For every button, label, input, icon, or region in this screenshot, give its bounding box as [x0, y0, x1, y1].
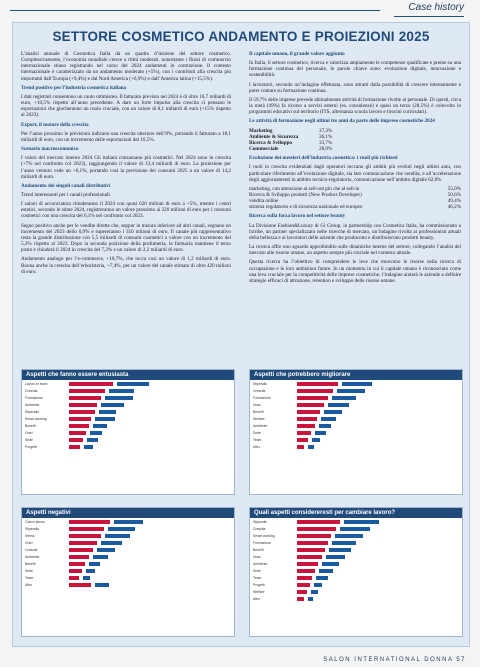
panel-title: Aspetti che fanno essere entusiasta	[22, 370, 234, 380]
bar-expert	[69, 541, 97, 545]
bar-label: Welfare	[253, 416, 265, 421]
kv-value: 46,2%	[447, 204, 461, 211]
bar-group	[69, 396, 231, 400]
roles-list	[249, 186, 461, 211]
paragraph: I dati registrati consentono un cauto ottimismo. Il fatturato previsto nel 2024 è di oltre 16,7 miliardi di euro, +10,5% rispetto all’anno precedente. A dare un forte impulso alla crescita ci pensano le esportazioni che giocheranno un ruolo cruciale, con un valore di 8,1 miliardi di euro (+15% rispetto al 2023).	[21, 93, 232, 119]
bar-junior	[95, 417, 115, 421]
bar-group	[297, 520, 459, 524]
bar-junior	[109, 389, 134, 393]
panel-title: Aspetti negativi	[22, 508, 234, 518]
kv-value: 33,7%	[319, 139, 333, 146]
bar-label: Orari	[25, 540, 33, 545]
bar-group	[297, 590, 459, 594]
bar-row	[22, 539, 234, 546]
bar-junior	[101, 541, 122, 545]
bar-junior	[101, 403, 124, 407]
bar-junior	[329, 548, 351, 552]
chart-panel	[249, 369, 463, 495]
bar-label: Stipendio	[253, 381, 268, 386]
bar-row	[250, 588, 462, 595]
bar-expert	[69, 438, 83, 442]
bar-junior	[89, 562, 100, 566]
bar-expert	[297, 583, 310, 587]
bar-row	[250, 401, 462, 408]
bar-label: Altro	[253, 596, 260, 601]
bar-junior	[114, 520, 143, 524]
paragraph: Questa ricerca ha l’obiettivo di comprendere le leve che muovono le risorse nella ricerca di occupazione e le loro ambizioni future. In un momento in cui il capitale umano è riconosciuto come una leva cruciale per la competitività delle imprese cosmetiche, l’indagine aiuterà le aziende a definire strategie efficaci di attrazione, retention e sviluppo delle risorse umane.	[249, 259, 461, 284]
paragraph: Segno positivo anche per le vendite dirette che, seppur in misura inferiore ad altri canali, segnano un incremento del 2023 dello 0,9% e supereranno i 350 milioni di euro. Il canale più rappresentativo resta la grande distribuzione con 5,5 miliardi di consumi cosmetici a valore con un incremento del 5,3% rispetto al 2023. Dopo la seconda posizione della profumeria, la farmacia mantiene il terzo posto e chiuderà il 2024 in crescita del 7,2% e un valore di 2,2 miliardi di euro.	[21, 222, 231, 254]
bar-row	[250, 394, 462, 401]
bar-label: Smart working	[25, 416, 47, 421]
subheading: Scenario macroeconomico	[21, 146, 79, 153]
bar-group	[69, 527, 231, 531]
bar-group	[69, 410, 231, 414]
bar-row	[250, 553, 462, 560]
bar-group	[297, 431, 459, 435]
bar-group	[69, 562, 231, 566]
bar-junior	[332, 396, 357, 400]
bar-expert	[297, 534, 331, 538]
bar-group	[69, 389, 231, 393]
bar-junior	[105, 534, 130, 538]
bar-row	[22, 546, 234, 553]
bar-expert	[297, 445, 304, 449]
kv-label: Commerciale	[249, 146, 279, 153]
bar-label: Team	[253, 437, 262, 442]
bar-row	[22, 581, 234, 588]
bar-label: Stipendio	[25, 409, 40, 414]
bar-group	[69, 576, 231, 580]
bar-expert	[69, 555, 89, 559]
bar-row	[250, 525, 462, 532]
paragraph: I lavoratori, secondo un’indagine effettuata, sono attratti dalla possibilità di crescere internamente e poter contare su formazione continua.	[249, 81, 461, 94]
bar-row	[250, 567, 462, 574]
bar-expert	[297, 569, 315, 573]
kv-value: 49,4%	[447, 198, 461, 205]
bar-label: Sede	[253, 430, 261, 435]
bar-row	[22, 408, 234, 415]
bar-junior	[337, 389, 365, 393]
kv-value: 36,1%	[319, 133, 333, 140]
bar-label: Progetti	[253, 582, 265, 587]
kv-label: marketing, con attenzione al sell-out più che al sell-in	[249, 185, 360, 192]
bar-expert	[69, 424, 89, 428]
bar-label: Ambiente	[25, 402, 40, 407]
bar-group	[69, 445, 231, 449]
bar-label: Sede	[25, 568, 33, 573]
bar-expert	[69, 527, 104, 531]
bar-expert	[297, 562, 318, 566]
bar-expert	[297, 527, 336, 531]
kv-label: vendita online	[249, 198, 279, 205]
bar-row	[250, 595, 462, 602]
bar-group	[69, 424, 231, 428]
bar-row	[22, 422, 234, 429]
subheading: Andamento dei singoli canali distributivi	[21, 182, 111, 189]
bar-label: Crescita	[253, 526, 266, 531]
bar-label: Altro	[25, 582, 32, 587]
bar-expert	[69, 389, 105, 393]
bar-group	[69, 548, 231, 552]
bar-expert	[297, 520, 340, 524]
bar-group	[297, 548, 459, 552]
bar-group	[297, 555, 459, 559]
header-rule	[10, 10, 380, 11]
bar-label: Welfare	[253, 589, 265, 594]
bar-expert	[297, 548, 325, 552]
bar-group	[69, 569, 231, 573]
bar-group	[297, 569, 459, 573]
bar-group	[297, 583, 459, 587]
bar-group	[69, 382, 231, 386]
bar-label: Benefit	[25, 561, 36, 566]
bar-row	[250, 380, 462, 387]
kv-label: Marketing	[249, 127, 273, 134]
bar-junior	[332, 541, 357, 545]
bar-row	[22, 532, 234, 539]
bar-junior	[83, 576, 90, 580]
bar-label: Ambiente	[253, 561, 268, 566]
bar-label: Orari	[25, 430, 33, 435]
bar-expert	[297, 555, 322, 559]
bar-expert	[69, 534, 101, 538]
bar-label: Benefit	[253, 547, 264, 552]
bar-row	[250, 581, 462, 588]
bar-row	[22, 394, 234, 401]
bar-group	[297, 562, 459, 566]
bar-row	[22, 525, 234, 532]
bar-group	[69, 583, 231, 587]
section-label: Case history	[408, 2, 464, 13]
bar-junior	[90, 431, 103, 435]
bar-junior	[99, 410, 117, 414]
chart-panel	[21, 369, 235, 495]
bar-expert	[69, 403, 97, 407]
bar-label: Carico lavoro	[25, 519, 45, 524]
bar-junior	[324, 410, 342, 414]
bar-row	[250, 443, 462, 450]
bar-row	[22, 429, 234, 436]
bar-junior	[314, 583, 322, 587]
bar-junior	[322, 562, 339, 566]
subheading: Export, il motore della crescita	[21, 121, 89, 128]
bar-expert	[69, 410, 95, 414]
bar-expert	[69, 520, 110, 524]
kv-label: Ambiente & Sicurezza	[249, 133, 299, 140]
paragraph: I saloni di acconciatura chiuderanno il 2024 con quasi 620 milioni di euro a +5%, mentre i centri estetici, secondo le stime 2024, registreranno un valore prossimo ai 220 milioni di euro per i consumi cosmetici con una crescita del 6,1% nel confronto col 2023.	[21, 201, 231, 220]
paragraph: La ricerca offre uno sguardo approfondito sulle dinamiche interne del settore, collegando l’analisi del mercato alle risorse umane, un aspetto sempre più cruciale nel contesto attuale.	[249, 244, 461, 257]
subheading: Il capitale umano, il grande valore aggiunto	[249, 51, 345, 57]
bar-junior	[93, 555, 108, 559]
bar-junior	[342, 382, 372, 386]
bar-expert	[69, 562, 85, 566]
bar-expert	[297, 396, 328, 400]
bar-label: Team	[25, 575, 34, 580]
bar-group	[69, 555, 231, 559]
paragraph: La Divisione Fashion&Luxury di Gi Group, in partnership con Cosmetica Italia, ha commissionato a Ixtribe, un partner specializzato nelle ricerche di mercato, un’indagine rivolta ai professionisti attuali della bellezza e ai lavoratori delle aziende che producono e distribuiscono prodotti beauty.	[249, 222, 461, 241]
bar-label: Crescita	[253, 388, 266, 393]
subheading: Evoluzione dei mestieri dell’industria cosmetica: i ruoli più richiesti	[249, 155, 398, 162]
bar-group	[69, 534, 231, 538]
bar-expert	[297, 438, 308, 442]
bar-label: Team	[253, 575, 262, 580]
bar-group	[69, 431, 231, 435]
subheading: Ricerca sulla forza lavoro nel settore beauty	[249, 213, 346, 220]
bar-group	[297, 417, 459, 421]
bar-junior	[319, 569, 333, 573]
bar-label: Stipendio	[25, 526, 40, 531]
bar-row	[22, 387, 234, 394]
bar-group	[297, 396, 459, 400]
bar-expert	[69, 569, 82, 573]
article-box	[12, 22, 470, 647]
article-title: SETTORE COSMETICO ANDAMENTO E PROIEZIONI 2025	[52, 29, 430, 44]
bar-junior	[319, 424, 332, 428]
bar-junior	[97, 548, 115, 552]
bar-junior	[335, 534, 363, 538]
bar-expert	[69, 583, 91, 587]
panel-title: Aspetti che potrebbero migliorare	[250, 370, 462, 380]
bar-group	[297, 597, 459, 601]
paragraph: Andamento analogo per l’e-commerce, +10,7%, che tocca così un valore di 1,2 miliardi di euro. Buona anche la crescita dell’erboristeria, +7,4%, per un valore del canale stimato di oltre 420 milioni di euro.	[21, 256, 231, 275]
kv-value: 28,9%	[319, 146, 333, 153]
bar-row	[250, 518, 462, 525]
bar-expert	[69, 396, 101, 400]
right-column	[249, 51, 461, 287]
bar-row	[22, 567, 234, 574]
bar-row	[22, 436, 234, 443]
bar-junior	[86, 569, 95, 573]
bar-label: Stipendio	[253, 519, 268, 524]
section-rule	[394, 16, 464, 17]
bar-row	[250, 436, 462, 443]
bar-group	[69, 438, 231, 442]
bar-expert	[297, 389, 333, 393]
bar-group	[297, 438, 459, 442]
paragraph: I valori del mercato interno 2024 Gli italiani consumano più cosmetici. Nel 2024 sono in crescita (+7% nel confronto col 2023), raggiungendo il valore di 13,4 miliardi di euro. La proiezione per l’anno venturo vede un +6,1%, portando così la previsione dei consumi 2025 a un valore di 14,2 miliardi di euro.	[21, 155, 231, 180]
bar-group	[297, 534, 459, 538]
paragraph: Trend interessanti per i canali professionali.	[21, 191, 112, 198]
bar-label: Ambiente	[25, 554, 40, 559]
bar-expert	[297, 541, 328, 545]
bar-expert	[297, 576, 312, 580]
bar-junior	[312, 438, 320, 442]
bar-junior	[315, 431, 326, 435]
left-column	[21, 51, 231, 278]
bar-row	[250, 415, 462, 422]
bar-row	[250, 422, 462, 429]
bar-label: Benefit	[253, 409, 264, 414]
bar-group	[297, 403, 459, 407]
bar-junior	[340, 527, 371, 531]
bar-label: Sede	[253, 568, 261, 573]
kv-label: Ricerca & Sviluppo	[249, 139, 293, 146]
bar-junior	[326, 555, 346, 559]
bar-junior	[87, 438, 98, 442]
bar-expert	[69, 431, 86, 435]
bar-row	[250, 574, 462, 581]
bar-expert	[297, 597, 304, 601]
bar-group	[69, 417, 231, 421]
paragraph: Il 59,7% delle imprese prevede abitualmente attività di formazione rivolte al personale. Di questi, circa la metà (49%) fa ricorso a servizi esterni (es. consulenze) e quasi un terzo (28,5%) è coinvolto in programmi educativi sul territorio (ITS, alternanza scuola lavoro e tirocini curriculari).	[249, 96, 461, 116]
bar-label: Progetti	[25, 444, 37, 449]
paragraph: L’analisi annuale di Cosmetica Italia dà un quadro d’insieme del settore cosmetico. Complessivamente, l’economia mondiale cresce a ritmi moderati, nonostante i flussi di commercio internazionale stiano registrando nel corso del 2024 andamenti in contrazione. Il contesto internazionale è caratterizzato da un andamento moderato (+5%), con i contributi alla crescita più importanti dall’Europa (+9,4%) e dal Nord America (+6,9%) e dall’America latina (+15,5%).	[21, 51, 231, 82]
bar-junior	[311, 590, 318, 594]
bar-expert	[297, 410, 320, 414]
bar-group	[297, 576, 459, 580]
bar-junior	[117, 382, 149, 386]
bar-label: Smart working	[253, 533, 275, 538]
bar-row	[250, 429, 462, 436]
bar-label: Orari	[253, 554, 261, 559]
bar-row	[250, 408, 462, 415]
paragraph: Per l’anno prossimo le previsioni indicano una crescita ulteriore dell’8%, portando il fatturato a 18,1 miliardi di euro, con un incremento delle esportazioni del 10,5%.	[21, 130, 231, 143]
bar-row	[22, 518, 234, 525]
bar-row	[22, 553, 234, 560]
bar-label: Crescita	[25, 388, 38, 393]
bar-junior	[344, 520, 379, 524]
bar-junior	[105, 396, 133, 400]
kv-row	[249, 146, 461, 152]
bar-group	[297, 527, 459, 531]
bar-group	[297, 445, 459, 449]
bar-label: Orari	[253, 402, 261, 407]
bar-expert	[69, 417, 91, 421]
bar-row	[250, 560, 462, 567]
bar-group	[297, 541, 459, 545]
bar-row	[250, 387, 462, 394]
bar-label: Formazione	[253, 395, 271, 400]
bar-group	[69, 541, 231, 545]
bar-group	[297, 410, 459, 414]
bar-row	[250, 532, 462, 539]
bar-expert	[297, 403, 324, 407]
kv-label: Ricerca & Sviluppo prodotti (New Product Developer)	[249, 191, 362, 198]
subheading: Le attività di formazione negli ultimi tre anni da parte delle imprese cosmetiche 2024	[249, 118, 435, 125]
bar-label: Benefit	[25, 423, 36, 428]
bar-junior	[316, 576, 327, 580]
bar-expert	[69, 445, 80, 449]
bar-row	[22, 560, 234, 567]
bar-label: Crescita	[25, 547, 38, 552]
bar-expert	[297, 382, 338, 386]
bar-junior	[108, 527, 135, 531]
bar-row	[22, 574, 234, 581]
kv-value: 55,0%	[447, 185, 461, 192]
chart-panel	[249, 507, 463, 637]
paragraph: I ruoli in crescita evidenziati dagli operatori toccano gli ambiti più evoluti negli ultimi anni, con particolare riferimento all’evoluzione digitale, sia lato comunicazione che vendita, e all’accelerazione degli aggiornamenti in ambito tecnico-regolatorio, comunicazione nell’ambito digitale 62,0%	[249, 164, 461, 183]
bar-junior	[84, 445, 93, 449]
bar-expert	[297, 431, 311, 435]
kv-value: 50,6%	[447, 191, 461, 198]
panel-title: Quali aspetti considereresti per cambiare lavoro?	[250, 508, 462, 518]
bar-expert	[69, 382, 113, 386]
bar-group	[69, 403, 231, 407]
bar-row	[22, 401, 234, 408]
chart-panel	[21, 507, 235, 637]
bar-expert	[297, 417, 317, 421]
bar-expert	[297, 590, 307, 594]
kv-label: sistema regolatorio e di sicurezza nazionale ed europeo	[249, 204, 363, 211]
bar-junior	[308, 597, 313, 601]
paragraph: In Italia, il settore cosmetico, ricerca e valorizza ampiamente le competenze qualificate e preme su una formazione continua del personale, le parole chiave sono: evoluzione digitale, innovazione e sostenibilità.	[249, 60, 461, 79]
bar-row	[22, 415, 234, 422]
bar-label: Formazione	[253, 540, 271, 545]
bar-row	[22, 443, 234, 450]
kv-value: 37,3%	[319, 127, 333, 134]
bar-label: Sede	[25, 437, 33, 442]
bar-label: Stress	[25, 533, 35, 538]
bar-group	[297, 389, 459, 393]
bar-junior	[321, 417, 336, 421]
bar-expert	[69, 576, 79, 580]
kv-row	[249, 204, 461, 210]
bar-junior	[328, 403, 349, 407]
bar-expert	[297, 424, 315, 428]
bar-label: Altro	[253, 444, 260, 449]
bar-row	[250, 546, 462, 553]
subheading: Trend positivo per l’industria cosmetica italiana	[21, 84, 127, 91]
bar-group	[69, 520, 231, 524]
bar-group	[297, 424, 459, 428]
bar-junior	[308, 445, 314, 449]
bar-junior	[95, 583, 109, 587]
bar-expert	[69, 548, 93, 552]
bar-row	[250, 539, 462, 546]
footer: SALON INTERNATIONAL DONNA 57	[323, 657, 466, 663]
bar-label: Lavoro in team	[25, 381, 48, 386]
bar-label: Formazione	[25, 395, 43, 400]
bar-label: Ambiente	[253, 423, 268, 428]
bar-junior	[93, 424, 107, 428]
bar-row	[22, 380, 234, 387]
bar-group	[297, 382, 459, 386]
training-list	[249, 128, 461, 153]
